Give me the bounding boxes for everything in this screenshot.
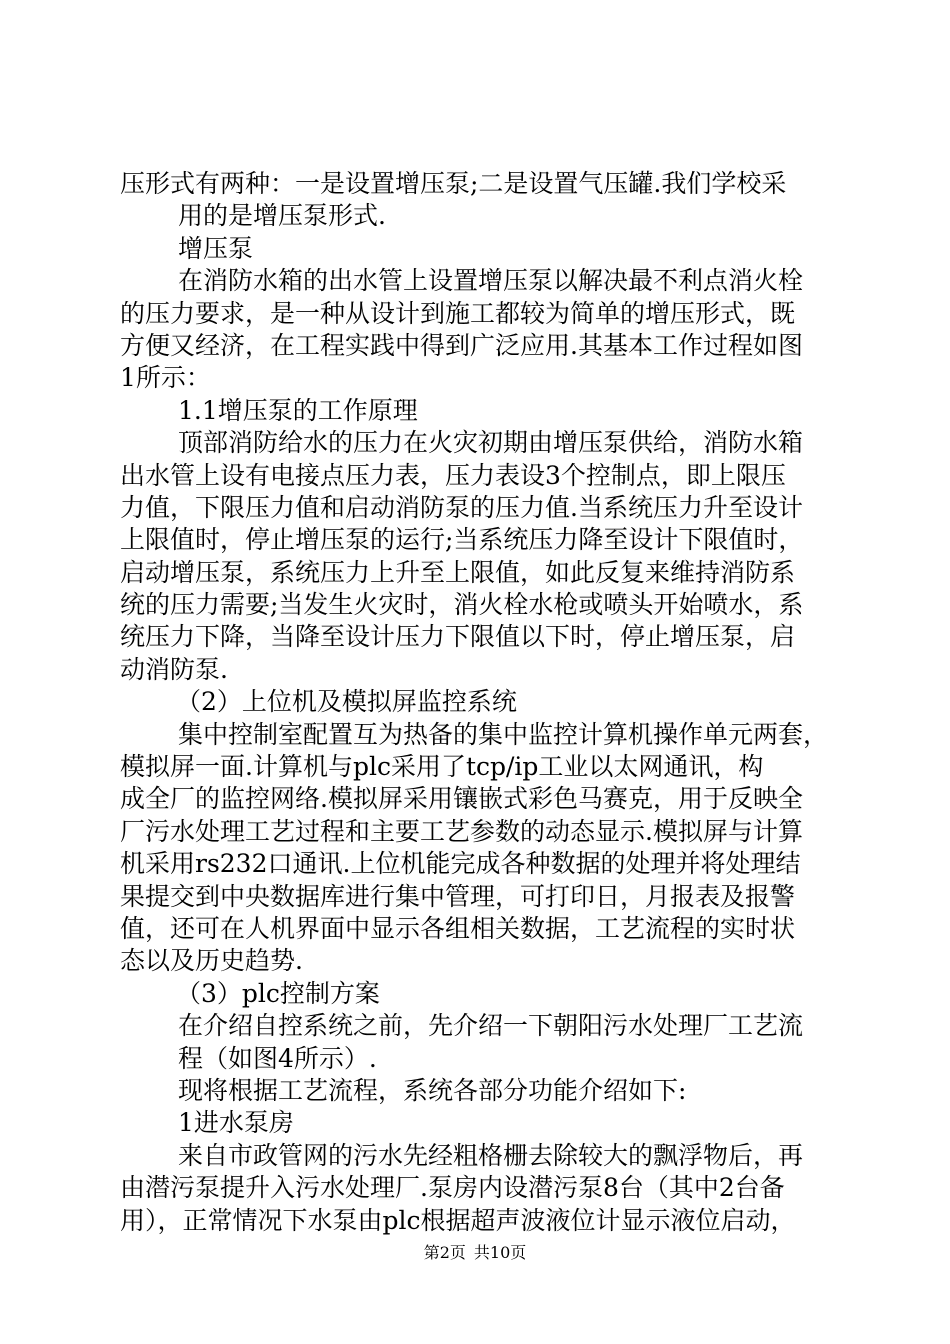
section-heading: 1.1增压泵的工作原理 [178,395,418,425]
section-heading: （2）上位机及模拟屏监控系统 [176,687,517,717]
page-total: 共10页 [473,1243,527,1262]
text-line: 值，还可在人机界面中显示各组相关数据，工艺流程的实时状 [120,913,796,943]
text-line: 集中控制室配置互为热备的集中监控计算机操作单元两套， [178,719,829,749]
text-line: 在介绍自控系统之前，先介绍一下朝阳污水处理厂工艺流 [178,1011,804,1041]
text-line: 力值，下限压力值和启动消防泵的压力值.当系统压力升至设计 [120,492,803,522]
text-line: 的压力要求，是一种从设计到施工都较为简单的增压形式，既 [120,298,796,328]
text-line: 统压力下降，当降至设计压力下限值以下时，停止增压泵，启 [120,622,796,652]
section-heading: （3）plc控制方案 [176,978,380,1008]
text-line: 出水管上设有电接点压力表，压力表设3个控制点，即上限压 [120,460,786,490]
text-line: 统的压力需要;当发生火灾时，消火栓水枪或喷头开始喷水，系 [120,590,804,620]
text-line: 启动增压泵，系统压力上升至上限值，如此反复来维持消防系 [120,557,796,587]
text-line: 机采用rs232口通讯.上位机能完成各种数据的处理并将处理结 [120,849,801,879]
text-line: 上限值时，停止增压泵的运行;当系统压力降至设计下限值时， [120,525,804,555]
text-line: 在消防水箱的出水管上设置增压泵以解决最不利点消火栓 [178,266,804,296]
text-line: 用），正常情况下水泵由plc根据超声波液位计显示液位启动， [120,1205,796,1235]
text-line: 压形式有两种：一是设置增压泵;二是设置气压罐.我们学校采 [120,169,787,198]
section-heading: 增压泵 [178,233,254,263]
text-line: 果提交到中央数据库进行集中管理，可打印日，月报表及报警 [120,881,796,911]
document-body [120,168,840,1237]
text-line: 态以及历史趋势. [120,946,303,976]
text-line: 现将根据工艺流程，系统各部分功能介绍如下: [178,1075,687,1105]
text-line: 方便又经济，在工程实践中得到广泛应用.其基本工作过程如图 [120,330,803,360]
text-line: 顶部消防给水的压力在火灾初期由增压泵供给，消防水箱 [178,428,804,458]
text-line: 成全厂的监控网络.模拟屏采用镶嵌式彩色马赛克，用于反映全 [120,784,803,814]
page-footer [0,1240,950,1263]
text-line: 由潜污泵提升入污水处理厂.泵房内设潜污泵8台（其中2台备 [120,1173,785,1203]
text-line: 用的是增压泵形式. [178,201,386,231]
text-line: 厂污水处理工艺过程和主要工艺参数的动态显示.模拟屏与计算 [120,816,803,846]
text-line: 模拟屏一面.计算机与plc采用了tcp/ip工业以太网通讯，构 [120,752,764,782]
text-line: 动消防泵. [120,654,228,684]
text-line: 来自市政管网的污水先经粗格栅去除较大的飘浮物后，再 [178,1140,804,1170]
text-line: 1所示： [120,363,211,393]
section-heading: 1进水泵房 [178,1108,294,1138]
page-number: 第2页 [423,1243,466,1262]
text-line: 程（如图4所示）. [178,1043,377,1073]
